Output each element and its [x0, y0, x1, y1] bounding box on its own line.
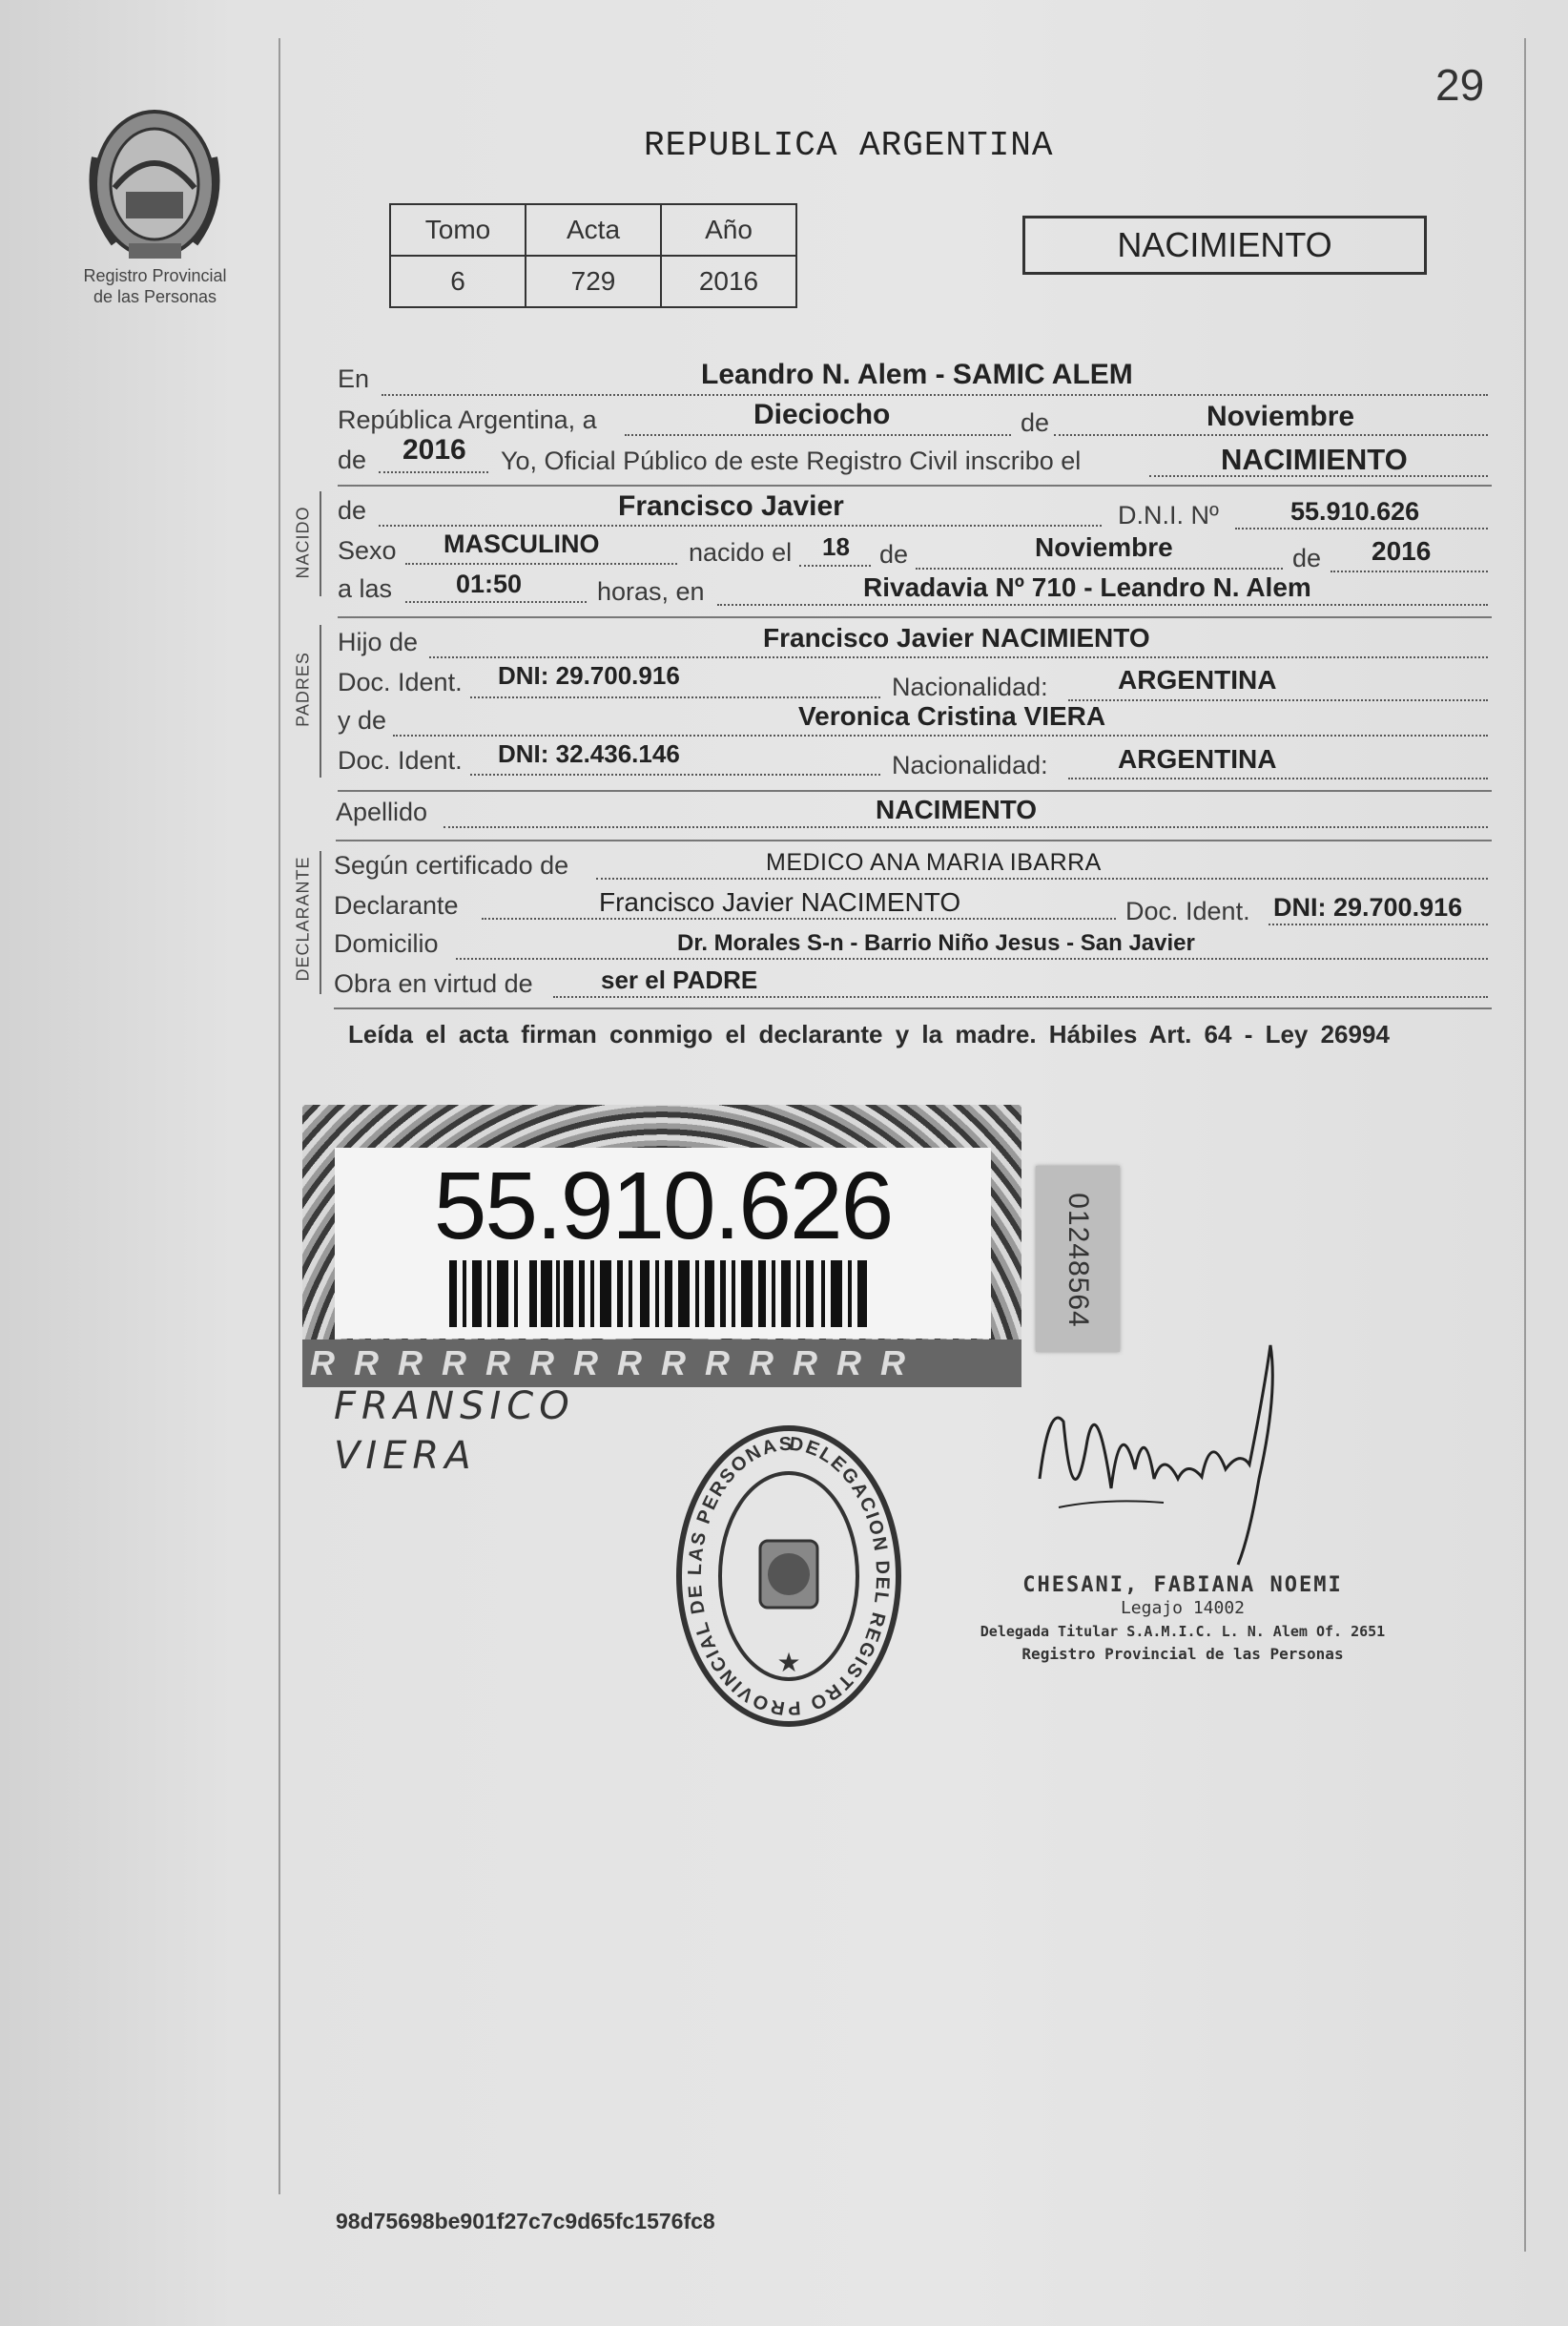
nacido-year-dots	[1331, 571, 1488, 572]
en-dots	[382, 394, 1488, 396]
domicilio-dots	[456, 958, 1488, 960]
dni-dots	[1235, 528, 1488, 530]
time-dots	[405, 601, 587, 603]
logo-emblem	[76, 100, 234, 267]
certificado-dots	[596, 878, 1488, 880]
sexo-label: Sexo	[338, 536, 397, 565]
nacido-bracket	[320, 491, 321, 596]
republica-label: República Argentina, a	[338, 405, 597, 434]
mother-dots	[393, 735, 1488, 737]
obra-dots	[553, 996, 1488, 998]
handwriting-line-2: VIERA	[334, 1434, 477, 1478]
padres-separator	[338, 790, 1492, 792]
dni-label: D.N.I. Nº	[1118, 501, 1219, 530]
father-value: Francisco Javier NACIMIENTO	[763, 623, 1150, 653]
sticker-pattern-letter: R	[661, 1343, 686, 1382]
declarante-doc-value: DNI: 29.700.916	[1273, 893, 1463, 922]
intro-separator	[338, 485, 1492, 487]
oficial-text: Yo, Oficial Público de este Registro Civil inscribo el	[501, 447, 1082, 475]
record-header-tomo: Tomo	[390, 204, 526, 256]
mother-nac-dots	[1068, 778, 1488, 779]
sticker-white-panel	[335, 1148, 991, 1339]
svg-text:★: ★	[776, 1648, 801, 1677]
nacido-de-label: de	[338, 496, 367, 525]
yde-label: y de	[338, 706, 387, 735]
page-number: 29	[1435, 60, 1485, 110]
year-dots	[379, 471, 488, 473]
obra-label: Obra en virtud de	[334, 969, 533, 998]
certificado-value: MEDICO ANA MARIA IBARRA	[766, 849, 1102, 876]
intro-de2-label: de	[338, 446, 367, 474]
serial-tag	[1036, 1166, 1120, 1352]
id-sticker	[302, 1105, 1021, 1387]
official-name: CHESANI, FABIANA NOEMI	[1022, 1573, 1343, 1597]
father-doc-value: DNI: 29.700.916	[498, 661, 680, 690]
sticker-pattern-letter: R	[529, 1343, 554, 1382]
mother-doc-label: Doc. Ident.	[338, 746, 463, 775]
sticker-pattern-band	[302, 1340, 1021, 1387]
handwritten-name	[334, 1381, 575, 1481]
declarante-label: Declarante	[334, 891, 459, 920]
document-title: REPUBLICA ARGENTINA	[644, 126, 1054, 165]
nacido-name-dots	[379, 525, 1102, 527]
mother-nac-label: Nacionalidad:	[892, 751, 1048, 779]
official-role: Delegada Titular S.A.M.I.C. L. N. Alem Of. 2651	[980, 1623, 1386, 1640]
declarante-doc-label: Doc. Ident.	[1125, 897, 1250, 925]
mother-doc-value: DNI: 32.436.146	[498, 739, 680, 768]
record-table-header-row	[390, 204, 796, 256]
intro-year-value: 2016	[402, 434, 466, 466]
mother-nac-value: ARGENTINA	[1118, 744, 1277, 774]
nacido-month-value: Noviembre	[1035, 532, 1173, 562]
en-label: En	[338, 364, 370, 393]
closing-text: Leída el acta firman conmigo el declarante y la madre. Hábiles Art. 64 - Ley 26994	[348, 1020, 1390, 1049]
record-value-anio: 2016	[661, 256, 796, 307]
intro-month-value: Noviembre	[1207, 401, 1355, 432]
signature	[1021, 1336, 1288, 1574]
barcode-graphic	[449, 1260, 878, 1327]
nacido-section-label: NACIDO	[293, 506, 313, 579]
handwriting-line-1: FRANSICO	[334, 1384, 575, 1428]
sticker-pattern-letter: R	[836, 1343, 861, 1382]
sticker-pattern-letter: R	[793, 1343, 817, 1382]
sticker-pattern-letter: R	[880, 1343, 905, 1382]
padres-section-label: PADRES	[293, 652, 313, 727]
certificado-label: Según certificado de	[334, 851, 569, 880]
obra-value: ser el PADRE	[601, 966, 758, 994]
time-value: 01:50	[456, 570, 523, 598]
inscribe-value: NACIMIENTO	[1221, 443, 1408, 476]
mother-value: Veronica Cristina VIERA	[798, 701, 1106, 731]
father-nac-value: ARGENTINA	[1118, 665, 1277, 695]
en-value: Leandro N. Alem - SAMIC ALEM	[701, 359, 1133, 390]
sticker-pattern-letter: R	[573, 1343, 598, 1382]
declarante-separator	[334, 1007, 1492, 1009]
nacido-de-label-3: de	[1292, 544, 1322, 572]
father-doc-label: Doc. Ident.	[338, 668, 463, 696]
record-value-acta: 729	[526, 256, 661, 307]
apellido-dots	[444, 826, 1488, 828]
horas-label: horas, en	[597, 577, 705, 606]
official-stamp	[959, 1574, 1407, 1666]
logo-caption	[57, 265, 253, 307]
nacido-month-dots	[916, 568, 1283, 570]
month-dots	[1054, 434, 1488, 436]
sticker-pattern-letter: R	[398, 1343, 423, 1382]
apellido-label: Apellido	[336, 798, 428, 826]
intro-de-label: de	[1021, 408, 1050, 437]
doc-type-box	[1022, 216, 1427, 275]
record-table-value-row	[390, 256, 796, 307]
sticker-dni-number: 55.910.626	[433, 1153, 893, 1259]
sticker-pattern-letter: R	[310, 1343, 335, 1382]
official-legajo: Legajo 14002	[1120, 1598, 1246, 1618]
padres-bracket	[320, 625, 321, 778]
document-hash: 98d75698be901f27c7c9d65fc1576fc8	[336, 2209, 715, 2233]
apellido-value: NACIMENTO	[876, 795, 1038, 824]
declarante-bracket	[320, 851, 321, 994]
nacido-el-label: nacido el	[689, 538, 793, 567]
day-dots	[625, 434, 1011, 436]
place-value: Rivadavia Nº 710 - Leandro N. Alem	[863, 572, 1311, 602]
declarante-value: Francisco Javier NACIMENTO	[599, 887, 961, 917]
declarante-doc-dots	[1269, 924, 1488, 925]
record-table	[389, 203, 797, 308]
nacido-de-label-2: de	[879, 540, 909, 569]
declarante-dots	[482, 918, 1116, 920]
father-nac-dots	[1068, 699, 1488, 701]
sticker-pattern-letter: R	[705, 1343, 730, 1382]
doc-type-label: NACIMIENTO	[1117, 225, 1332, 264]
domicilio-value: Dr. Morales S-n - Barrio Niño Jesus - San Javier	[677, 930, 1195, 956]
sticker-pattern-letter: R	[354, 1343, 379, 1382]
nacido-separator	[338, 616, 1492, 618]
apellido-separator	[336, 840, 1492, 841]
record-header-anio: Año	[661, 204, 796, 256]
hijo-label: Hijo de	[338, 628, 419, 656]
barcode	[449, 1260, 878, 1327]
sticker-pattern-letter: R	[442, 1343, 466, 1382]
alas-label: a las	[338, 574, 393, 603]
nacido-day-value: 18	[822, 532, 850, 561]
father-nac-label: Nacionalidad:	[892, 673, 1048, 701]
nacido-name-value: Francisco Javier	[618, 490, 844, 522]
serial-number: 01248564	[1063, 1193, 1094, 1328]
round-seal	[672, 1422, 906, 1732]
record-value-tomo: 6	[390, 256, 526, 307]
right-margin-line	[1524, 38, 1526, 2252]
declarante-section-label: DECLARANTE	[293, 856, 313, 982]
mother-doc-dots	[470, 774, 880, 776]
father-dots	[429, 656, 1488, 658]
sticker-pattern-letter: R	[617, 1343, 642, 1382]
dni-value: 55.910.626	[1290, 497, 1420, 526]
logo-caption-line-1: Registro Provincial	[83, 266, 227, 285]
logo-caption-line-2: de las Personas	[93, 287, 217, 306]
record-header-acta: Acta	[526, 204, 661, 256]
father-doc-dots	[470, 696, 880, 698]
official-org: Registro Provincial de las Personas	[1021, 1645, 1344, 1663]
left-margin-line	[279, 38, 280, 2194]
place-dots	[717, 604, 1488, 606]
sticker-pattern-letter: R	[749, 1343, 774, 1382]
sexo-value: MASCULINO	[444, 530, 600, 558]
domicilio-label: Domicilio	[334, 929, 439, 958]
sexo-dots	[405, 563, 677, 565]
nacido-day-dots	[799, 565, 871, 567]
nacido-year-value: 2016	[1372, 536, 1432, 566]
seal-ring-text: DELEGACION DEL REGISTRO PROVINCIAL DE LAS PERSONAS	[684, 1433, 894, 1719]
sticker-pattern-letter: R	[485, 1343, 510, 1382]
intro-day-value: Dieciocho	[753, 399, 891, 430]
